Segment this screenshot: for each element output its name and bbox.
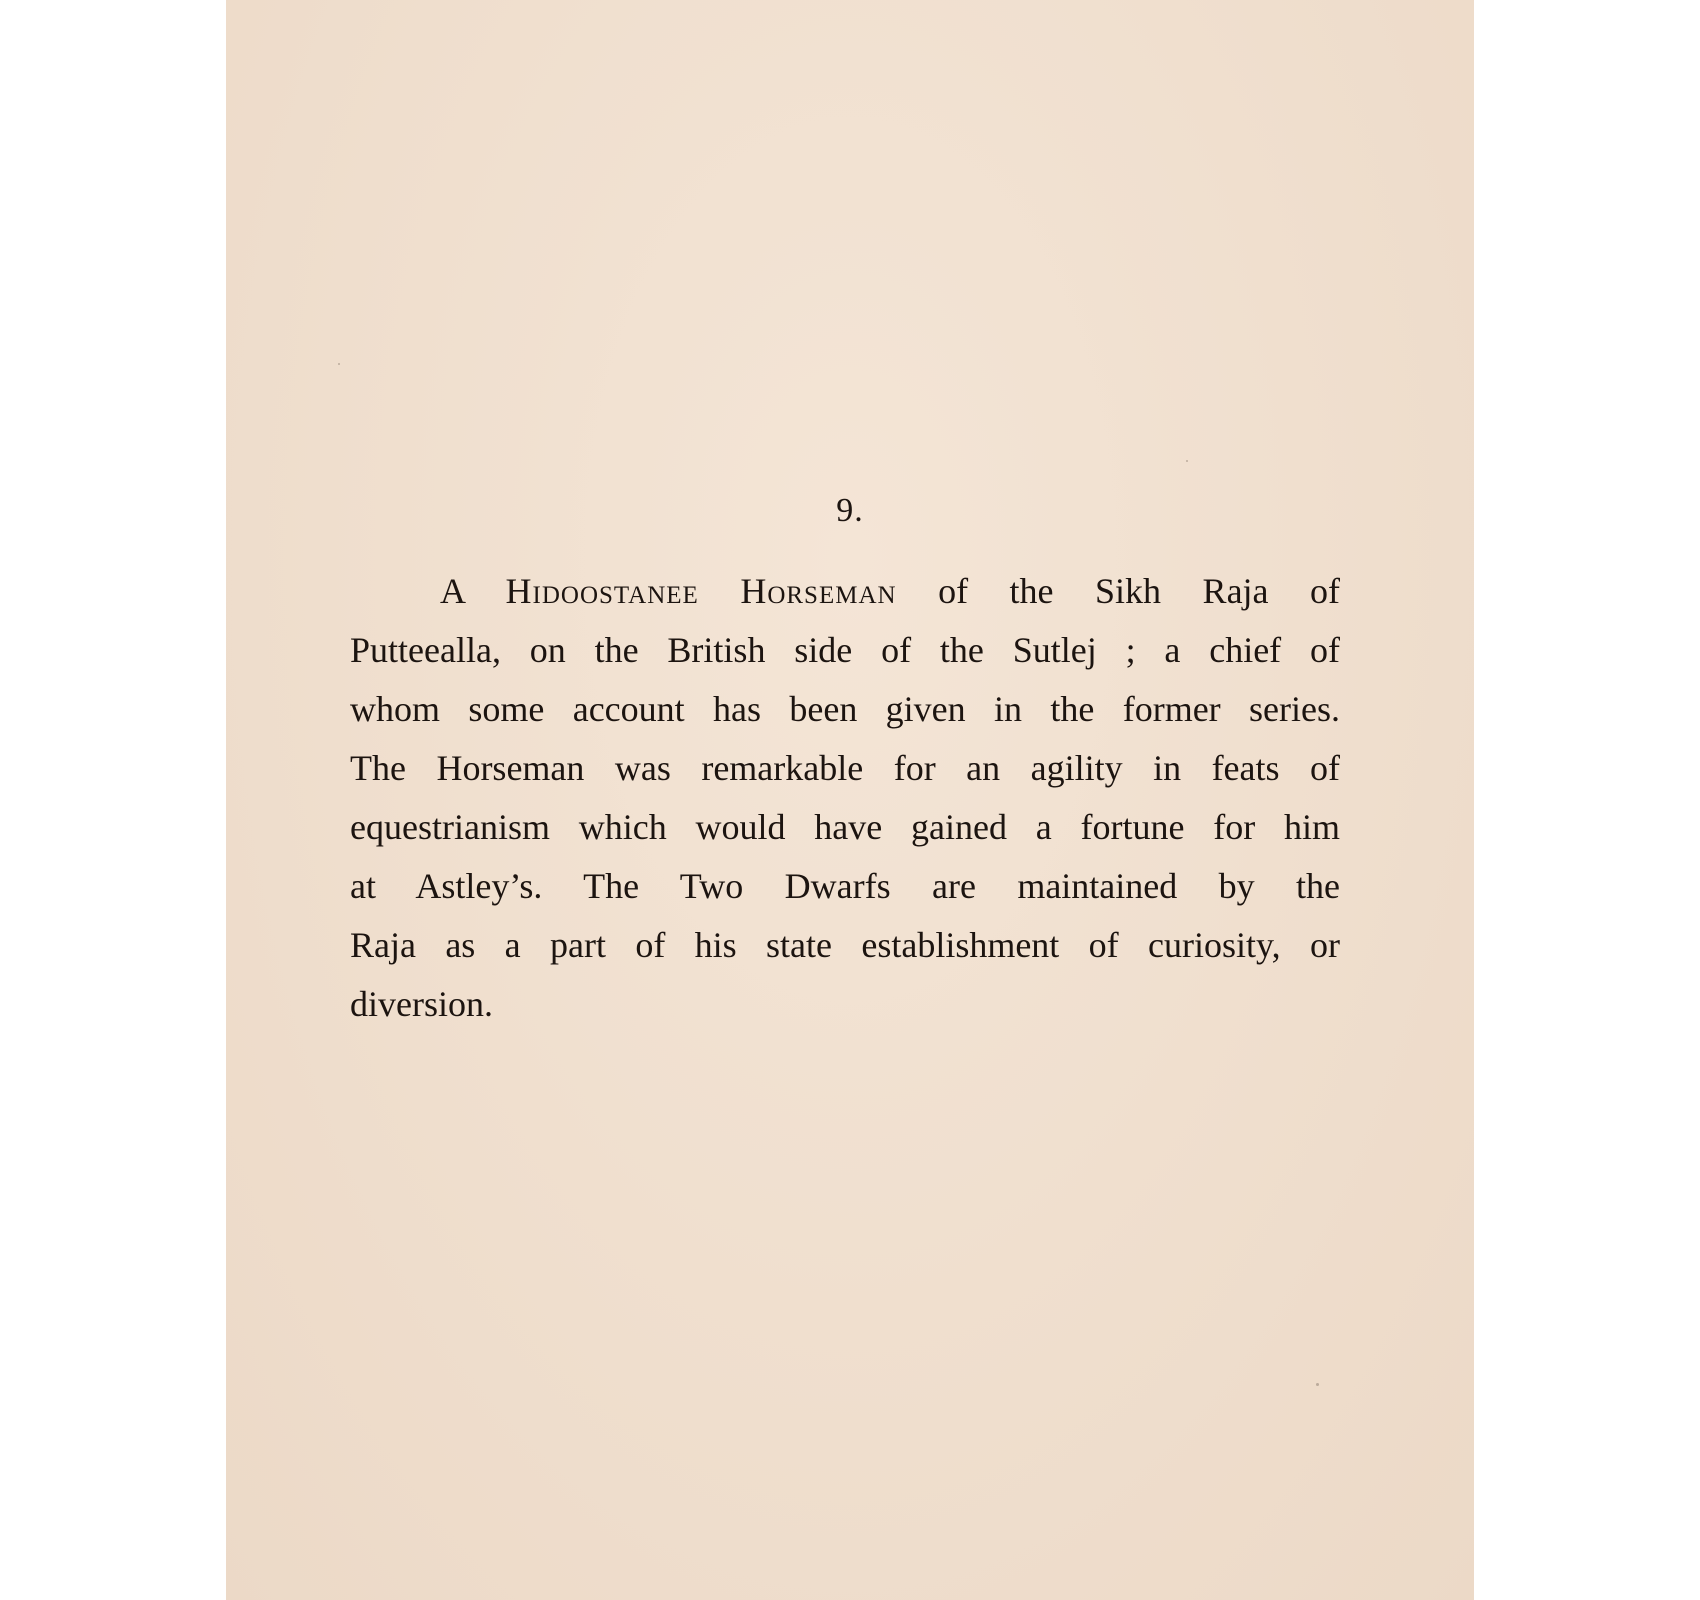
text-line-7: Raja as a part of his state establishment of curiosity, or [350, 925, 1340, 965]
text-line-3: whom some account has been given in the former series. [350, 689, 1340, 729]
text-line-2: Putteealla, on the British side of the Sutlej ; a chief of [350, 630, 1340, 670]
small-caps-hidoostanee: Hidoostanee [505, 571, 699, 611]
text-line-1-lead: A [440, 571, 506, 611]
text-line-8: diversion. [350, 984, 493, 1024]
paper-speck [1316, 1383, 1319, 1386]
paper-speck [338, 363, 340, 365]
text-line-6: at Astley’s. The Two Dwarfs are maintained by the [350, 866, 1340, 906]
plate-number: 9. [836, 492, 864, 529]
text-line-4: The Horseman was remarkable for an agility in feats of [350, 748, 1340, 788]
paper-speck [1186, 460, 1188, 462]
text-line-1-tail: of the Sikh Raja of [896, 571, 1341, 611]
text-line-1-gap [699, 571, 741, 611]
small-caps-horseman: Horseman [740, 571, 897, 611]
document-page [226, 0, 1474, 1600]
plate-description [350, 562, 1340, 1034]
text-line-1 [350, 562, 1340, 621]
text-line-5: equestrianism which would have gained a fortune for him [350, 807, 1340, 847]
